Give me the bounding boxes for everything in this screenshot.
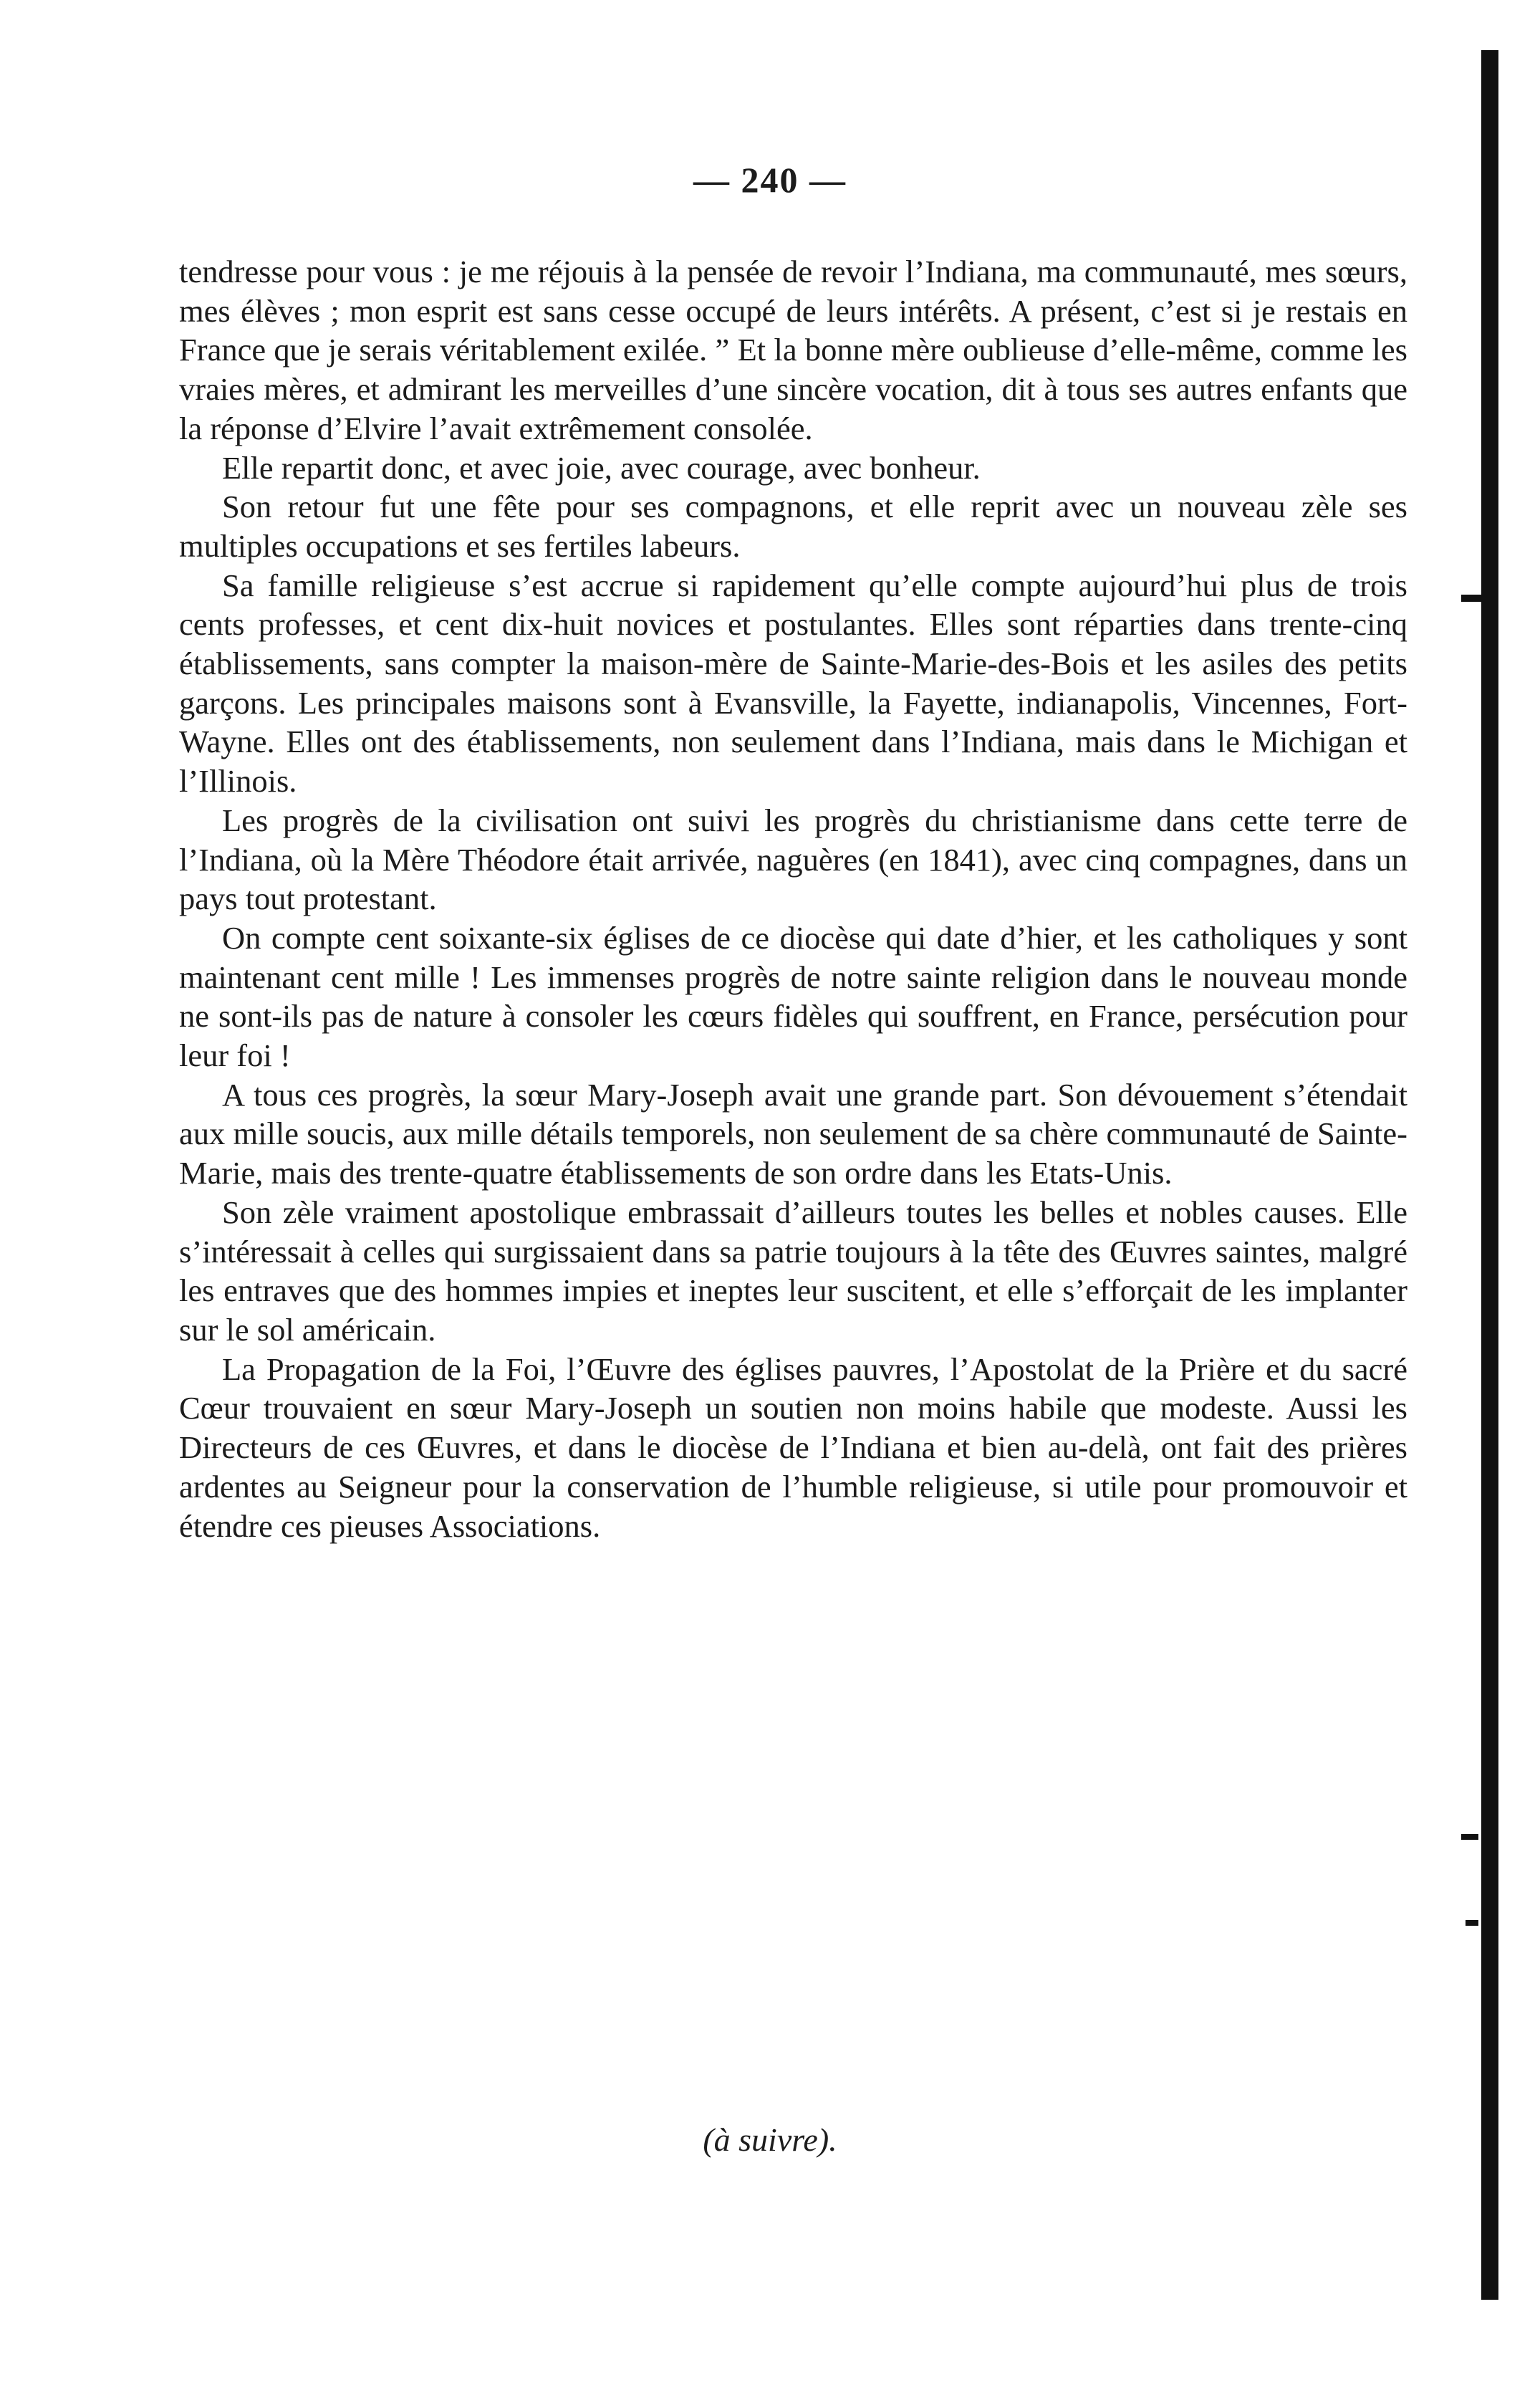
paragraph: La Propagation de la Foi, l’Œuvre des églises pauvres, l’Apostolat de la Prière et du sacré Cœur trouvaient en sœur Mary-Joseph un soutien non moins habile que modeste. Aussi les Directeurs de ces Œuvres, et dans le diocèse de l’Indiana et bien au-delà, ont fait des prières ardentes au Seigneur pour la conservation de l’humble religieuse, si utile pour promouvoir et étendre ces pieuses Associations.: [179, 1350, 1407, 1544]
paragraph: Son retour fut une fête pour ses compagnons, et elle reprit avec un nouveau zèle ses multiples occupations et ses fertiles labeurs.: [179, 489, 1407, 564]
page-edge-shadow: [1481, 50, 1498, 2300]
continuation-note: (à suivre).: [703, 2121, 837, 2158]
paragraph: Sa famille religieuse s’est accrue si rapidement qu’elle compte aujourd’hui plus de trois cents professes, et cent dix-huit novices et postulantes. Elles sont réparties dans trente-cinq établissements, sans compter la maison-mère de Sainte-Marie-des-Bois et les asiles des petits garçons. Les principales maisons sont à Evansville, la Fayette, indianapolis, Vincennes, Fort-Wayne. Elles ont des établissements, non seulement dans l’Indiana, mais dans le Michigan et l’Illinois.: [179, 567, 1407, 800]
paragraph: Les progrès de la civilisation ont suivi les progrès du christianisme dans cette terre de l’Indiana, où la Mère Théodore était arrivée, naguères (en 1841), avec cinq compagnes, dans un pays tout protestant.: [179, 802, 1407, 917]
paragraph: Son zèle vraiment apostolique embrassait d’ailleurs toutes les belles et nobles causes. Elle s’intéressait à celles qui surgissaient dans sa patrie toujours à la tête des Œuvres saintes, malgré les entraves que des hommes impies et ineptes leur suscitent, et elle s’efforçait de les implanter sur le sol américain.: [179, 1194, 1407, 1348]
paragraph: tendresse pour vous : je me réjouis à la pensée de revoir l’Indiana, ma communauté, mes sœurs, mes élèves ; mon esprit est sans cesse occupé de leurs intérêts. A présent, c’est si je restais en France que je serais véritablement exilée. ” Et la bonne mère oublieuse d’elle-même, comme les vraies mères, et admirant les merveilles d’une sincère vocation, dit à tous ses autres enfants que la réponse d’Elvire l’avait extrêmement consolée.: [179, 254, 1407, 446]
page-edge-mark: [1461, 595, 1481, 602]
body-text: [179, 252, 1407, 1545]
paragraph: Elle repartit donc, et avec joie, avec courage, avec bonheur.: [222, 449, 981, 486]
page-number: — 240 —: [693, 160, 847, 200]
paragraph: A tous ces progrès, la sœur Mary-Joseph avait une grande part. Son dévouement s’étendait aux mille soucis, aux mille détails temporels, non seulement de sa chère communauté de Sainte-Marie, mais des trente-quatre établissements de son ordre dans les Etats-Unis.: [179, 1076, 1407, 1191]
page-edge-mark: [1466, 1920, 1478, 1926]
paragraph: On compte cent soixante-six églises de ce diocèse qui date d’hier, et les catholiques y sont maintenant cent mille ! Les immenses progrès de notre sainte religion dans le nouveau monde ne sont-ils pas de nature à consoler les cœurs fidèles qui souffrent, en France, persécution pour leur foi !: [179, 919, 1407, 1074]
page-edge-mark: [1461, 1834, 1478, 1840]
